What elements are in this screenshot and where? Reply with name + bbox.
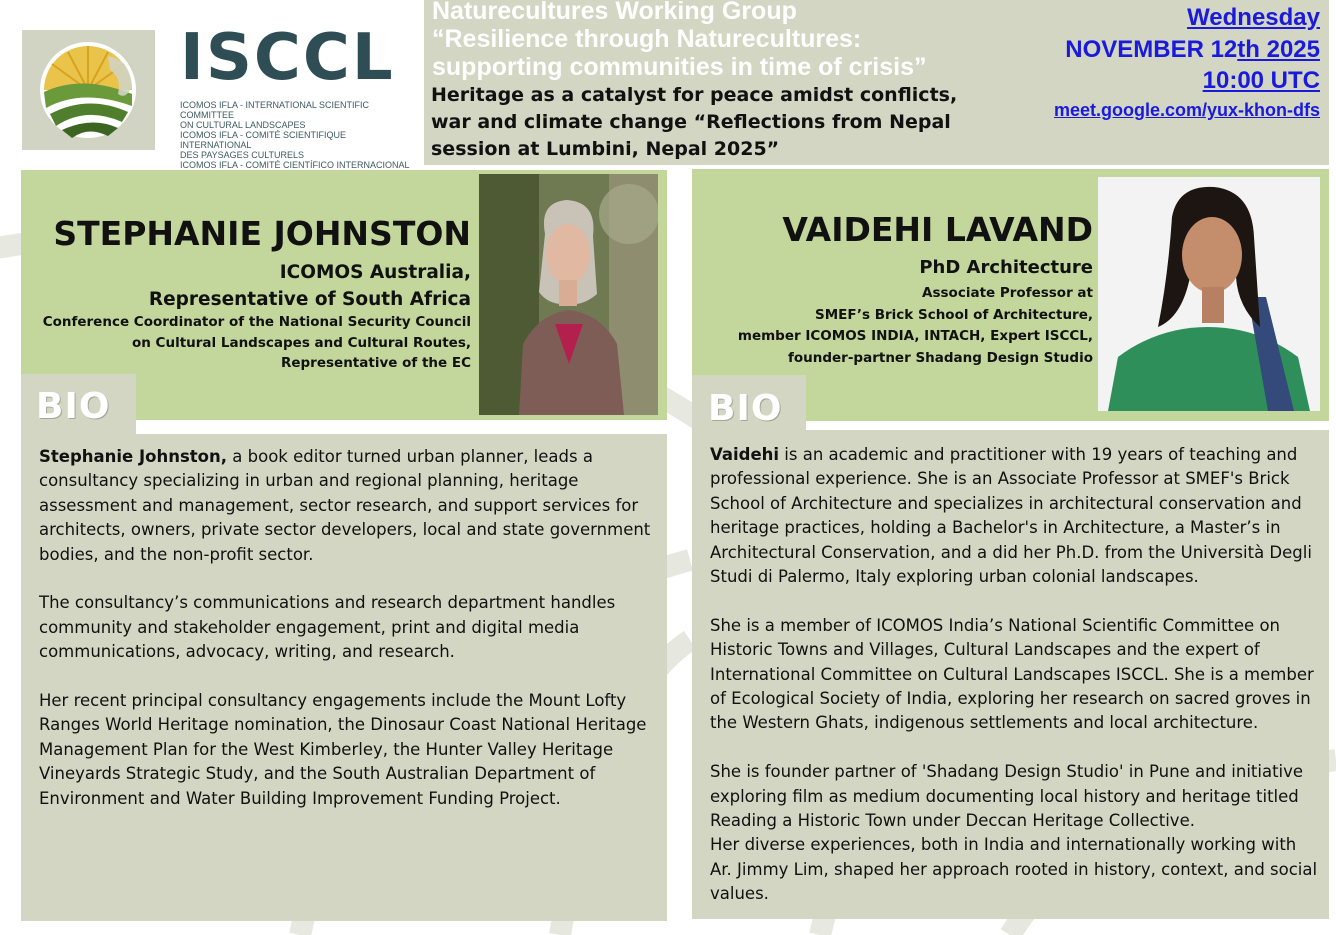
speaker-details (738, 283, 1093, 369)
bio-paragraph-1-text: a book editor turned urban planner, leads a consultancy specializing in urban and regional planning, heritage assessment and management, sector research, and support services for architects, owners, private sector developers, local and state government bodies, and the non-profit sector. (39, 447, 651, 564)
event-title-panel (424, 0, 980, 165)
affiliation-line: ICOMOS Australia, (279, 262, 471, 283)
meeting-link[interactable]: meet.google.com/yux-khon-dfs (1053, 100, 1320, 120)
event-date-prefix: NOVEMBER 12 (1065, 36, 1238, 63)
detail-line: Associate Professor at (922, 285, 1093, 301)
speaker-bio (39, 445, 654, 811)
working-group-title: Naturecultures Working Group (432, 0, 797, 25)
bio-paragraph-2: She is a member of ICOMOS India’s National Scientific Committee on Historic Towns and Villages, Cultural Landscapes and the expert of International Committee on Cultural Landscapes ISCCL. She is a member of Ecological Society of India, exploring her research on sacred groves in the Western Ghats, indigenous settlements and local architecture. (710, 615, 1314, 733)
event-subtitle: Heritage as a catalyst for peace amidst conflicts, war and climate change “Reflections from Nepal session at Lumbini, Nepal 2025” (431, 84, 958, 160)
logo-wordmark (180, 21, 410, 190)
logo-emblem (22, 30, 155, 150)
bio-heading: BIO (36, 386, 111, 427)
logo-sub-line: ICOMOS IFLA - COMITÉ CIENTÍFICO INTERNACIONAL (180, 160, 410, 170)
logo-sub-line: ICOMOS IFLA - INTERNATIONAL SCIENTIFIC COMMITTEE (180, 100, 370, 120)
detail-line: founder-partner Shadang Design Studio (787, 349, 1093, 366)
logo-sub-line: DES PAYSAGES CULTURELS (180, 150, 305, 160)
detail-line: on Cultural Landscapes and Cultural Routes, (131, 334, 471, 351)
bio-lead-name: Stephanie Johnston, (39, 447, 228, 466)
bio-paragraph-1 (39, 445, 654, 567)
speaker-card-header-extension (136, 374, 482, 420)
logo-acronym: ISCCL (180, 21, 395, 95)
affiliation-line: Representative of South Africa (148, 289, 471, 310)
logo-sub-line: ON CULTURAL LANDSCAPES (180, 120, 306, 130)
bio-lead-name: Vaidehi (710, 445, 780, 464)
event-date (1065, 36, 1320, 64)
event-title-line-2: supporting communities in time of crisis” (432, 53, 927, 81)
speaker-name: VAIDEHI LAVAND (782, 210, 1093, 249)
speaker-affiliation: PhD Architecture (919, 257, 1093, 278)
speaker-photo (1098, 177, 1320, 411)
detail-line: member ICOMOS INDIA, INTACH, Expert ISCCL, (737, 328, 1093, 344)
detail-line: Conference Coordinator of the National Security Council (42, 314, 471, 330)
speaker-bio (710, 443, 1322, 907)
event-time: 10:00 UTC (1202, 67, 1320, 94)
event-date-panel (980, 0, 1329, 165)
portrait-image (1098, 177, 1320, 411)
detail-line: Representative of the EC (280, 355, 471, 371)
speaker-affiliation (149, 259, 471, 313)
event-day: Wednesday (1187, 4, 1320, 31)
bio-paragraph-1 (710, 443, 1322, 589)
event-date-suffix: th 2025 (1237, 36, 1320, 63)
bio-paragraph-1-text: is an academic and practitioner with 19 years of teaching and professional experience. She is an Associate Professor at SMEF's Brick School of Architecture and specializes in architectural conservation and heritage practices, holding a Bachelor's in Architecture, a Master’s in Architectural Conservation, and a did her Ph.D. from the Università Degli Studi di Palermo, Italy exploring urban colonial landscapes. (710, 445, 1312, 587)
landscape-emblem-icon (22, 30, 155, 150)
bio-paragraph-4: Her diverse experiences, both in India and internationally working with Ar. Jimmy Lim, shaped her approach rooted in history, context, and social values. (710, 835, 1318, 904)
portrait-image (479, 174, 658, 415)
logo-sub-line: ICOMOS IFLA - COMITÉ SCIENTIFIQUE INTERNATIONAL (180, 130, 347, 150)
speaker-name: STEPHANIE JOHNSTON (53, 214, 471, 253)
bio-paragraph-3: Her recent principal consultancy engagements include the Mount Lofty Ranges World Heritage nomination, the Dinosaur Coast National Heritage Management Plan for the West Kimberley, the Hunter Valley Heritage Vineyards Strategic Study, and the South Australian Department of Environment and Water Building Improvement Funding Project. (39, 691, 647, 808)
bio-paragraph-3: She is founder partner of 'Shadang Design Studio' in Pune and initiative exploring film as medium documenting local history and heritage titled Reading a Historic Town under Deccan Heritage Collective. (710, 762, 1304, 831)
speaker-photo (479, 174, 658, 415)
event-title-line-1: “Resilience through Naturecultures: (432, 25, 862, 53)
detail-line: SMEF’s Brick School of Architecture, (815, 306, 1093, 323)
speaker-details (43, 312, 471, 374)
bio-paragraph-2: The consultancy’s communications and research department handles community and stakeholder engagement, print and digital media communications, advocacy, writing, and research. (39, 593, 616, 662)
bio-heading: BIO (708, 388, 783, 429)
